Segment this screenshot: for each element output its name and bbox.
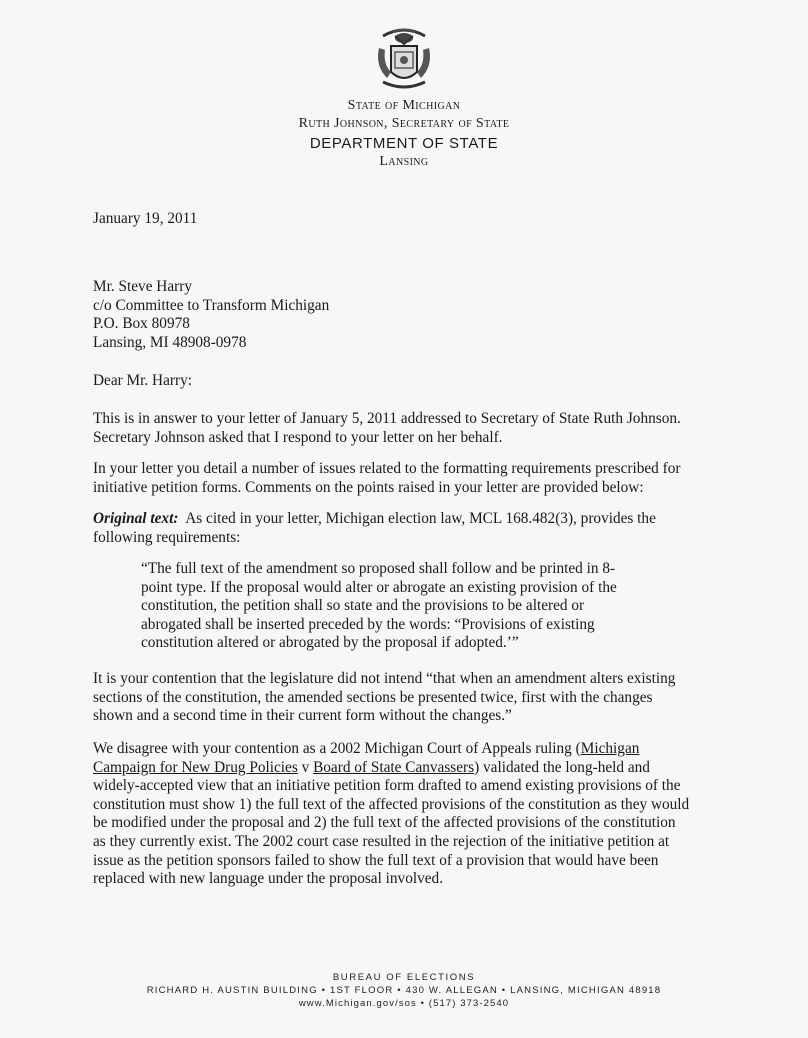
text-line: replaced with new language under the proposal involved. (93, 870, 444, 888)
text-line: initiative petition forms. Comments on the points raised in your letter are provided below: (93, 478, 644, 496)
text-line: as they currently exist. The 2002 court case resulted in the rejection of the initiative petition at (93, 832, 670, 850)
letterhead-official: Ruth Johnson, Secretary of State (298, 116, 510, 131)
case-name-link: Board of State Canvassers (313, 758, 475, 776)
text-line: issue as the petition sponsors failed to show the full text of a provision that would have been (93, 851, 659, 869)
text-fragment: ) validated the long-held and (474, 758, 650, 776)
text-line: widely-accepted view that an initiative petition form drafted to amend existing provisions of the (93, 777, 681, 795)
letterhead-city: Lansing (379, 154, 429, 169)
address-line: c/o Committee to Transform Michigan (93, 296, 330, 314)
paragraph-2 (93, 460, 733, 497)
letterhead-department: DEPARTMENT OF STATE (309, 135, 499, 152)
text-line: It is your contention that the legislature did not intend “that when an amendment alters existing (93, 670, 676, 687)
text-fragment: v (297, 758, 314, 776)
text-line: This is in answer to your letter of January 5, 2011 addressed to Secretary of State Ruth Johnson. (93, 410, 681, 427)
quote-line: constitution altered or abrogated by the proposal if adopted.’” (141, 634, 519, 652)
quote-line: abrogated shall be inserted preceded by the words: “Provisions of existing (141, 615, 595, 633)
text-line (93, 759, 733, 778)
text-line: constitution must show 1) the full text of the affected provisions of the constitution as they would (93, 795, 690, 813)
paragraph-5 (93, 740, 733, 889)
text-fragment: We disagree with your contention as a 2002 Michigan Court of Appeals ruling ( (93, 740, 581, 757)
text-line: sections of the constitution, the amended sections be presented twice, first with the changes (93, 688, 653, 706)
paragraph-4 (93, 670, 733, 726)
text-line (93, 510, 733, 529)
michigan-seal-icon (371, 22, 437, 96)
address-line: P.O. Box 80978 (93, 315, 190, 333)
paragraph-1 (93, 410, 733, 447)
quote-line: point type. If the proposal would alter or abrogate an existing provision of the (141, 578, 617, 596)
address-line: Lansing, MI 48908-0978 (93, 333, 247, 351)
quote-line: constitution, the petition shall so state and the provisions to be altered or (141, 597, 585, 615)
text-line (93, 740, 733, 759)
letterhead-state: State of Michigan (347, 98, 461, 113)
paragraph-3 (93, 510, 733, 547)
footer-address: RICHARD H. AUSTIN BUILDING • 1ST FLOOR • 430 W. ALLEGAN • LANSING, MICHIGAN 48918 (146, 985, 662, 996)
original-text-label: Original text: (93, 510, 179, 527)
salutation: Dear Mr. Harry: (93, 372, 192, 389)
recipient-address (93, 278, 733, 352)
quote-line: “The full text of the amendment so proposed shall follow and be printed in 8- (141, 560, 616, 577)
text-line: In your letter you detail a number of issues related to the formatting requirements prescribed for (93, 460, 681, 477)
case-name-link: Michigan (580, 740, 640, 757)
text-fragment: As cited in your letter, Michigan election law, MCL 168.482(3), provides the (178, 510, 656, 527)
address-line: Mr. Steve Harry (93, 278, 192, 295)
text-line: be modified under the proposal and 2) the full text of the affected provisions of the constitution (93, 814, 676, 832)
text-line: following requirements: (93, 528, 241, 546)
footer-contact: www.Michigan.gov/sos • (517) 373-2540 (298, 998, 510, 1009)
block-quote (141, 560, 661, 653)
footer-bureau: BUREAU OF ELECTIONS (332, 972, 476, 983)
case-name-link: Campaign for New Drug Policies (93, 758, 298, 776)
text-line: Secretary Johnson asked that I respond to your letter on her behalf. (93, 428, 503, 446)
text-line: shown and a second time in their current form without the changes.” (93, 707, 512, 725)
letter-date: January 19, 2011 (93, 210, 198, 227)
